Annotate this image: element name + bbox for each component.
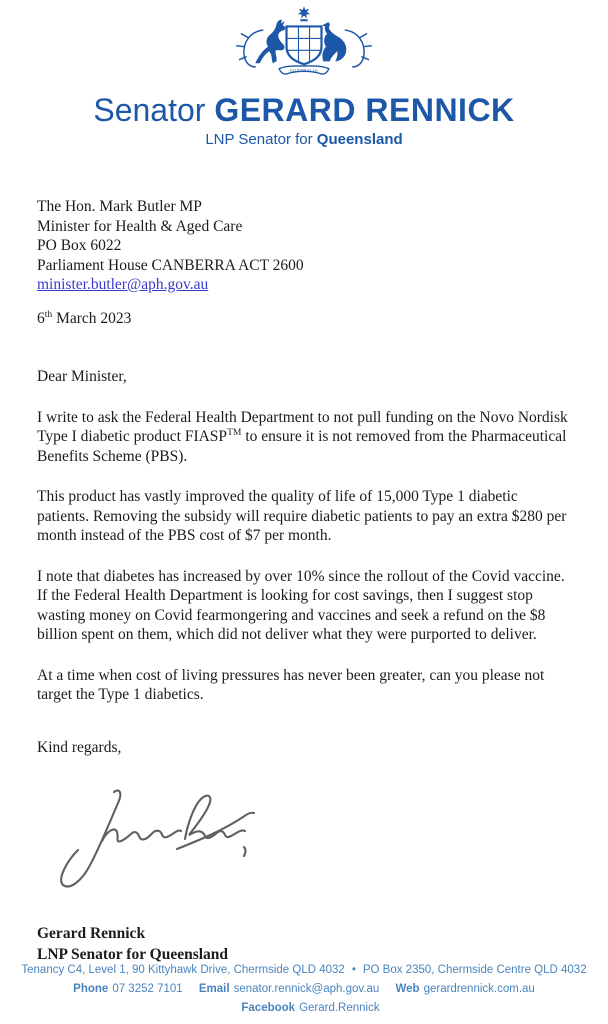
footer-email (199, 983, 379, 995)
recipient-name: The Hon. Mark Butler MP (37, 198, 202, 215)
recipient-address-block (37, 197, 571, 295)
footer-phone-value: 07 3252 7101 (112, 983, 183, 995)
paragraph-1-text-cont: to ensure it is not removed from the Pharmaceutical Benefits Scheme (PBS). (37, 428, 567, 465)
footer-email-label: Email (198, 983, 230, 995)
paragraph-4: At a time when cost of living pressures has never been greater, can you please not target the Type 1 diabetics. (37, 666, 545, 703)
letterhead (0, 0, 608, 149)
signature-handwriting-icon (47, 779, 265, 893)
footer-web (396, 983, 535, 995)
letterhead-subtitle-state: Queensland (316, 131, 403, 148)
letterhead-subtitle-prefix: LNP Senator for (205, 131, 317, 148)
paragraph-2: This product has vastly improved the quality of life of 15,000 Type 1 diabetic patients. Removing the subsidy will require diabetic patients to pay an extra $280 per month instead of the PBS cost of $7 per month. (37, 488, 567, 544)
footer-phone-label: Phone (73, 983, 109, 995)
recipient-city-line: Parliament House CANBERRA ACT 2600 (37, 256, 304, 274)
paragraph-3: I note that diabetes has increased by over 10% since the rollout of the Covid vaccine. If the Federal Health Department is looking for cost savings, then I suggest stop wasting money on Covid fearmongering and vaccines and seek a refund on the $8 billion spent on them, which did not deliver what they were purported to deliver. (37, 567, 565, 643)
recipient-email-link[interactable]: minister.butler@aph.gov.au (37, 276, 209, 293)
closing-line: Kind regards, (37, 738, 122, 756)
letterhead-title-name: GERARD RENNICK (214, 92, 515, 128)
footer-facebook-value: Gerard.Rennick (299, 1002, 380, 1014)
date-day: 6 (37, 309, 45, 327)
footer-facebook-label: Facebook (241, 1002, 296, 1014)
letter-date (37, 309, 571, 329)
recipient-role: Minister for Health & Aged Care (37, 217, 243, 235)
footer-contact-line (0, 980, 608, 1018)
footer-facebook (241, 1002, 379, 1014)
australian-coat-of-arms-icon (235, 4, 373, 82)
paragraph-1 (37, 408, 571, 467)
footer-web-value: gerardrennick.com.au (423, 983, 535, 995)
footer-po-address: PO Box 2350, Chermside Centre QLD 4032 (362, 964, 587, 976)
footer-bullet-separator: • (351, 964, 356, 976)
footer-address-line (0, 961, 608, 980)
trademark-superscript: TM (227, 426, 242, 438)
paragraph-1-text: I write to ask the Federal Health Department to not pull funding on the Novo Nordisk Type I diabetic product FIASP (37, 408, 568, 445)
footer-email-value: senator.rennick@aph.gov.au (233, 983, 380, 995)
letterhead-subtitle (0, 130, 608, 149)
crest-banner-text: AUSTRALIA (289, 67, 319, 73)
sender-title: LNP Senator for Queensland (37, 945, 229, 963)
date-ordinal: th (44, 308, 53, 320)
footer (0, 961, 608, 1018)
letterhead-title (0, 92, 608, 128)
recipient-po-box: PO Box 6022 (37, 237, 122, 254)
letterhead-title-prefix: Senator (93, 92, 206, 128)
signature-area (47, 779, 571, 899)
footer-web-label: Web (395, 983, 420, 995)
footer-street-address: Tenancy C4, Level 1, 90 Kittyhawk Drive, Chermside QLD 4032 (21, 964, 345, 976)
sender-name: Gerard Rennick (37, 924, 146, 942)
signature-block (37, 923, 571, 965)
salutation: Dear Minister, (37, 368, 127, 385)
letter-content (0, 197, 608, 965)
date-month-year: March 2023 (52, 309, 132, 327)
footer-phone (73, 983, 183, 995)
